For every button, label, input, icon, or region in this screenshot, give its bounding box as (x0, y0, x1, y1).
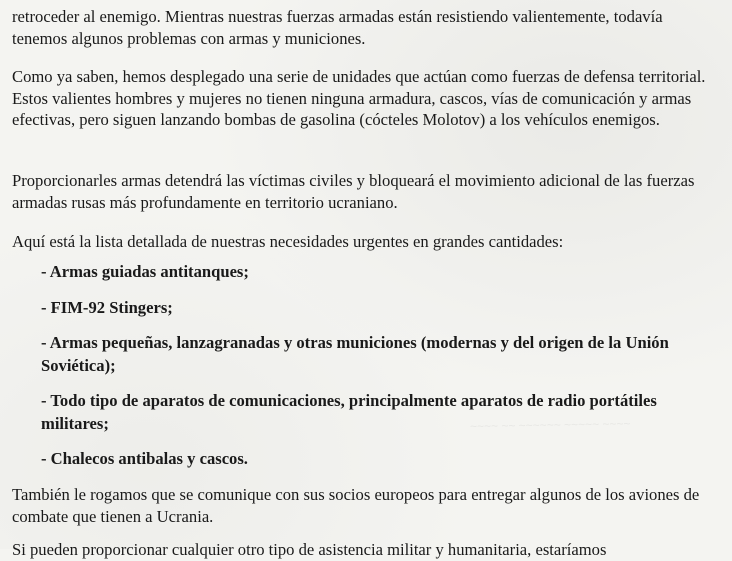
paragraph-enemy-retreat: retroceder al enemigo. Mientras nuestras fuerzas armadas están resistiendo valientemente, todavía tenemos algunos problemas con armas y municiones. (12, 7, 663, 48)
list-item-stingers: - FIM-92 Stingers; (41, 298, 173, 317)
paragraph-provide-weapons: Proporcionarles armas detendrá las víctimas civiles y bloqueará el movimiento adicional de las fuerzas armadas rusas más profundamente en territorio ucraniano. (12, 171, 695, 212)
list-item-small-arms: - Armas pequeñas, lanzagranadas y otras municiones (modernas y del origen de la Unión Soviética); (41, 333, 669, 375)
paragraph-territorial-defense: Como ya saben, hemos desplegado una serie de unidades que actúan como fuerzas de defensa territorial. Estos valientes hombres y mujeres no tienen ninguna armadura, cascos, vías de comunicación y armas efectivas, pero siguen lanzando bombas de gasolina (cócteles Molotov) a los vehículos enemigos. (12, 67, 706, 130)
list-item-communications: - Todo tipo de aparatos de comunicaciones, principalmente aparatos de radio portátiles militares; (41, 391, 657, 433)
bleed-through-mark: ~~~~ ~~ ~~~~~~ ~~~~~ ~~~~ (469, 416, 631, 434)
list-item-vests-helmets: - Chalecos antibalas y cascos. (41, 449, 248, 468)
paragraph-further-assistance-cut: Si pueden proporcionar cualquier otro tipo de asistencia militar y humanitaria, estaríamos (12, 540, 607, 559)
paragraph-list-intro: Aquí está la lista detallada de nuestras necesidades urgentes en grandes cantidades: (12, 232, 564, 251)
list-item-antitank: - Armas guiadas antitanques; (41, 262, 249, 281)
paragraph-combat-aircraft: También le rogamos que se comunique con sus socios europeos para entregar algunos de los aviones de combate que tienen a Ucrania. (12, 485, 700, 526)
